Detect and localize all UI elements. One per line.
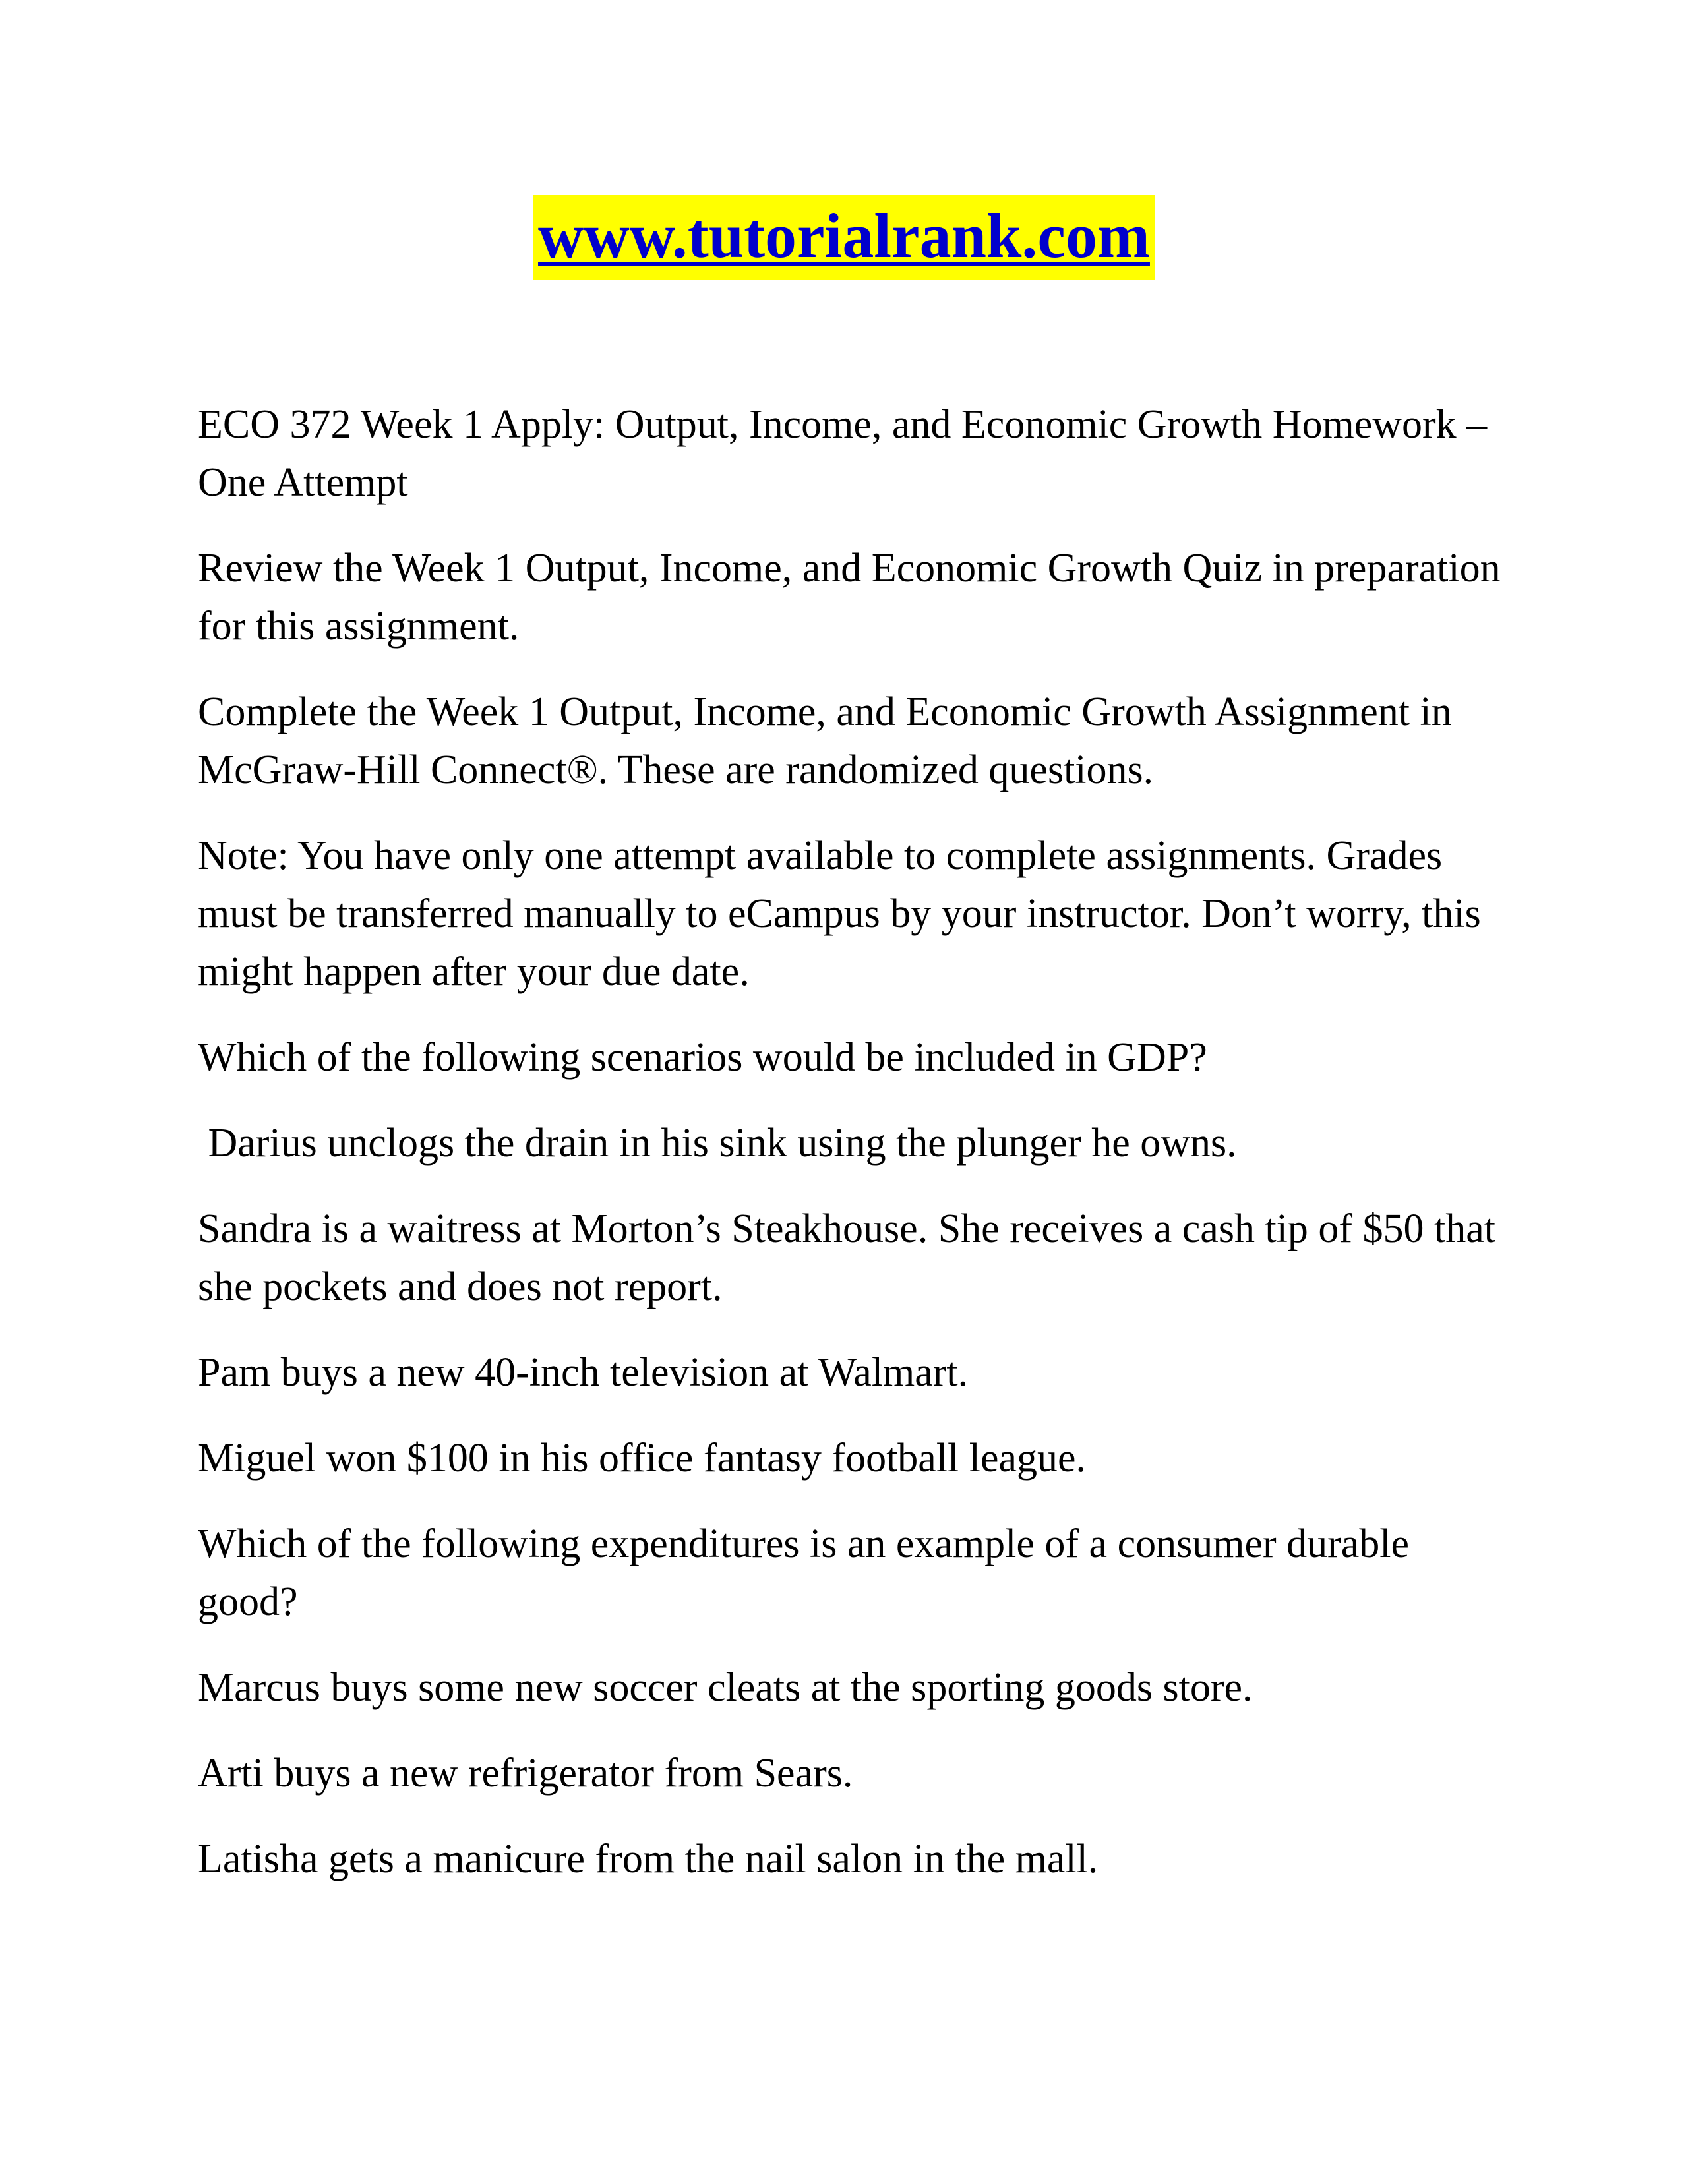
document-body bbox=[198, 396, 1517, 1916]
question-gdp: Which of the following scenarios would be included in GDP? bbox=[198, 1035, 1207, 1080]
answer-option: Sandra is a waitress at Morton’s Steakhouse. She receives a cash tip of $50 that she pockets and does not report. bbox=[198, 1206, 1496, 1309]
answer-option: Darius unclogs the drain in his sink using the plunger he owns. bbox=[198, 1121, 1237, 1166]
instruction-review: Review the Week 1 Output, Income, and Economic Growth Quiz in preparation for this assignment. bbox=[198, 546, 1501, 649]
instruction-note: Note: You have only one attempt available to complete assignments. Grades must be transferred manually to eCampus by your instructor. Don’t worry, this might happen after your due date. bbox=[198, 833, 1481, 994]
answer-option: Pam buys a new 40-inch television at Walmart. bbox=[198, 1350, 969, 1395]
answer-option: Arti buys a new refrigerator from Sears. bbox=[198, 1751, 853, 1796]
instruction-complete: Complete the Week 1 Output, Income, and Economic Growth Assignment in McGraw-Hill Connect®. These are randomized questions. bbox=[198, 690, 1452, 792]
website-link[interactable]: www.tutorialrank.com bbox=[533, 195, 1155, 280]
question-durable-good: Which of the following expenditures is an example of a consumer durable good? bbox=[198, 1521, 1410, 1624]
assignment-title: ECO 372 Week 1 Apply: Output, Income, and Economic Growth Homework – One Attempt bbox=[198, 402, 1488, 505]
answer-option: Latisha gets a manicure from the nail salon in the mall. bbox=[198, 1837, 1099, 1881]
page-header bbox=[0, 195, 1688, 280]
answer-option: Marcus buys some new soccer cleats at the sporting goods store. bbox=[198, 1665, 1253, 1710]
answer-option: Miguel won $100 in his office fantasy football league. bbox=[198, 1436, 1087, 1481]
